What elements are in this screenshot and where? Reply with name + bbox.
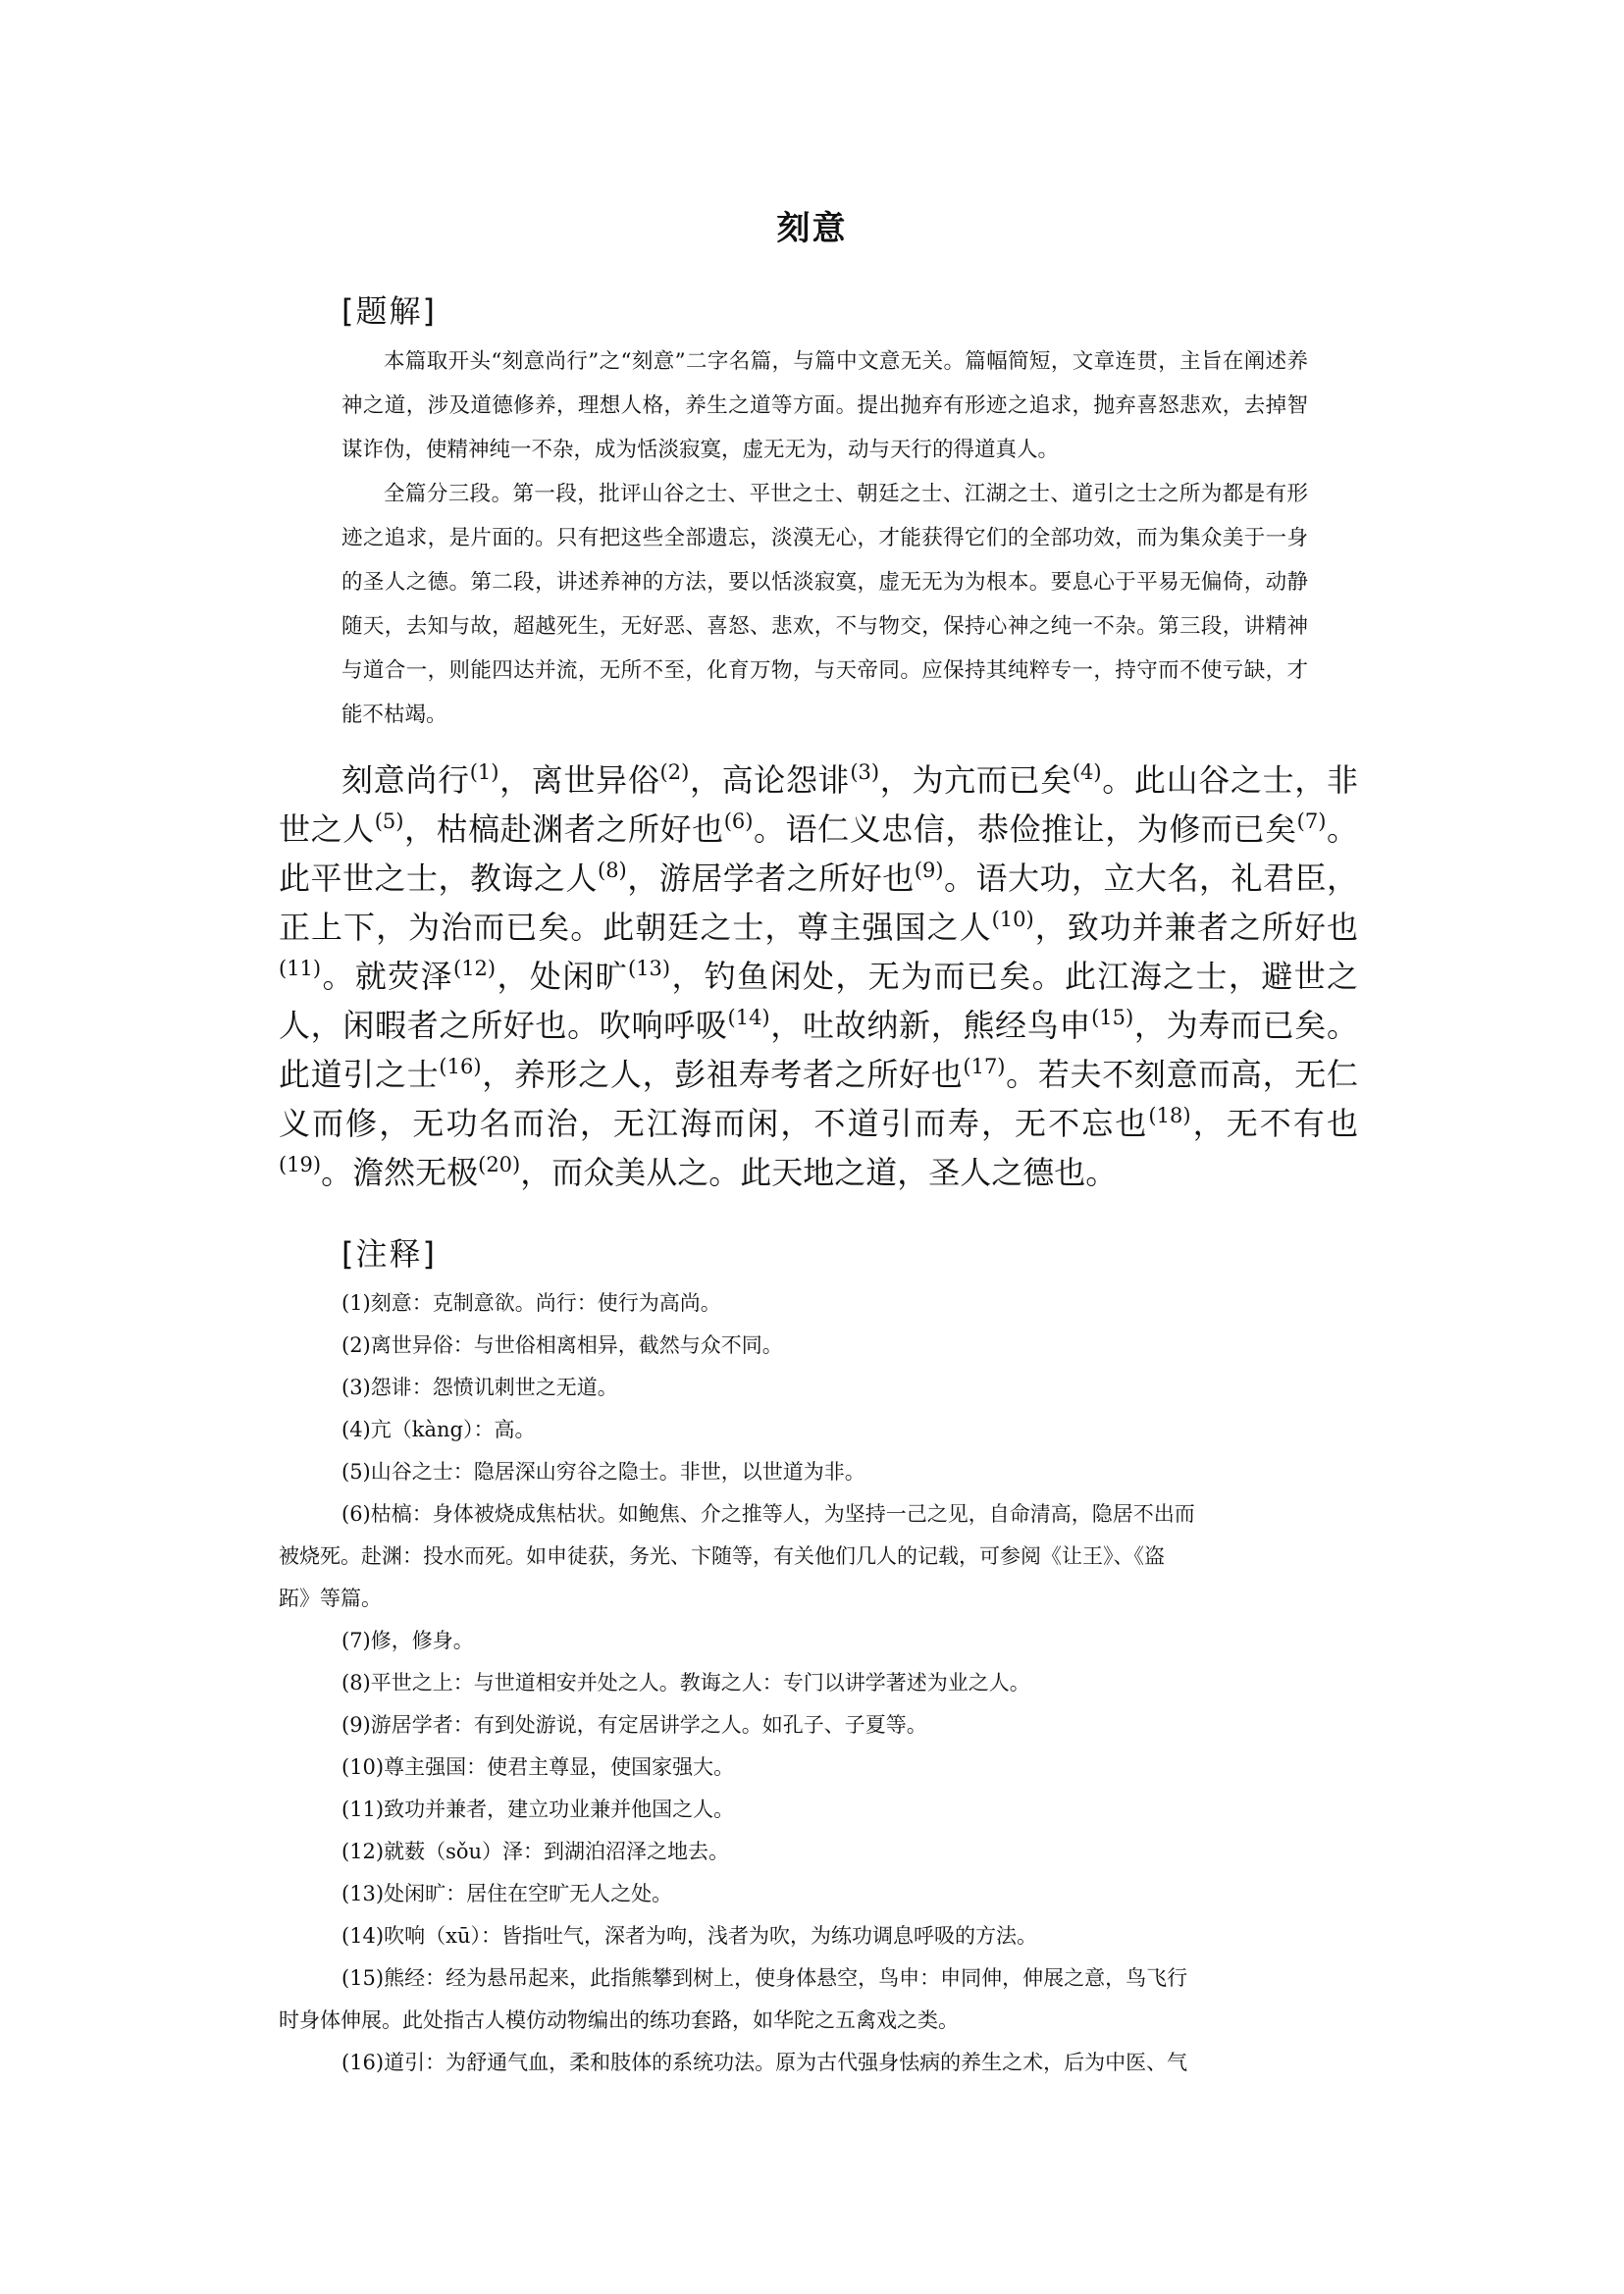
main-text-segment: 。语大功，立大名，礼君臣，正上下，为治而已矣。此朝廷之士，尊主强国之人 <box>279 860 1358 946</box>
main-text-segment: ，而众美从之。此天地之道，圣人之德也。 <box>520 1154 1118 1191</box>
note-marker: (13) <box>628 957 671 981</box>
note-item: (6)枯槁：身体被烧成焦枯状。如鲍焦、介之推等人，为坚持一己之见，自命清高，隐居不出而 <box>341 1502 1195 1526</box>
note-item: (4)亢（kàng）：高。 <box>341 1418 536 1441</box>
note-item: (16)道引：为舒通气血，柔和肢体的系统功法。原为古代强身怯病的养生之术，后为中医、气 <box>341 2051 1188 2074</box>
note-marker: (16) <box>439 1055 482 1079</box>
note-item: (8)平世之上：与世道相安并处之人。教诲之人：专门以讲学著述为业之人。 <box>341 1671 1030 1694</box>
note-marker: (20) <box>478 1153 521 1177</box>
intro-text <box>341 339 1308 737</box>
main-text-segment: ，高论怨诽 <box>689 761 851 799</box>
note-marker: (19) <box>279 1153 322 1177</box>
main-text-segment: 。若夫不刻意而高，无仁义而修，无功名而治，无江海而闲，不道引而寿，无不忘也 <box>279 1056 1358 1142</box>
main-text-segment: ，无不有也 <box>1190 1105 1358 1142</box>
note-item: (12)就薮（sǒu）泽：到湖泊沼泽之地去。 <box>341 1840 730 1863</box>
main-text-segment: ，处闲旷 <box>496 958 628 995</box>
note-marker: (10) <box>991 908 1034 932</box>
section-heading-zhushi: [注释] <box>341 1235 437 1273</box>
main-text <box>279 756 1358 1197</box>
note-marker: (9) <box>914 859 944 883</box>
note-marker: (2) <box>659 760 690 785</box>
main-text-segment: 。此平世之士，教诲之人 <box>279 810 1358 897</box>
main-text-segment: 。语仁义忠信，恭俭推让，为修而已矣 <box>753 810 1297 848</box>
main-text-segment: 。此山谷之士，非世之人 <box>279 761 1358 848</box>
section-heading-tijie: [题解] <box>341 292 437 330</box>
main-text-segment: ，离世异俗 <box>498 761 660 799</box>
note-marker: (3) <box>850 760 880 785</box>
main-paragraph <box>279 756 1358 1197</box>
notes-list <box>279 1282 1362 2084</box>
main-text-segment: ，养形之人，彭祖寿考者之所好也 <box>481 1056 964 1093</box>
note-item: 时身体伸展。此处指古人模仿动物编出的练功套路，如华陀之五禽戏之类。 <box>279 2008 959 2032</box>
intro-paragraph: 全篇分三段。第一段，批评山谷之士、平世之士、朝廷之士、江湖之士、道引之士之所为都是有形迹之追求，是片面的。只有把这些全部遗忘，淡漠无心，才能获得它们的全部功效，而为集众美于一身的圣人之德。第二段，讲述养神的方法，要以恬淡寂寞，虚无无为为根本。要息心于平易无偏倚，动静随天，去知与故，超越死生，无好恶、喜怒、悲欢，不与物交，保持心神之纯一不杂。第三段，讲精神与道合一，则能四达并流，无所不至，化育万物，与天帝同。应保持其纯粹专一，持守而不使亏缺，才能不枯竭。 <box>341 482 1308 727</box>
note-marker: (12) <box>453 957 497 981</box>
main-text-segment: 。就荧泽 <box>321 958 453 995</box>
main-text-segment: ，吐故纳新，熊经鸟申 <box>769 1007 1092 1044</box>
note-item: 跖》等篇。 <box>279 1587 382 1610</box>
note-marker: (1) <box>469 760 499 785</box>
note-marker: (8) <box>598 859 627 883</box>
note-item: (13)处闲旷：居住在空旷无人之处。 <box>341 1882 673 1905</box>
main-text-segment: ，为寿而已矣。此道引之士 <box>279 1007 1358 1093</box>
note-item: (14)吹响（xū）：皆指吐气，深者为呴，浅者为吹，为练功调息呼吸的方法。 <box>341 1924 1037 1948</box>
main-text-segment: ，枯槁赴渊者之所好也 <box>403 810 724 848</box>
intro-paragraph: 本篇取开头“刻意尚行”之“刻意”二字名篇，与篇中文意无关。篇幅简短，文章连贯，主旨在阐述养神之道，涉及道德修养，理想人格，养生之道等方面。提出抛弃有形迹之追求，抛弃喜怒悲欢，去掉智谋诈伪，使精神纯一不杂，成为恬淡寂寞，虚无无为，动与天行的得道真人。 <box>341 349 1308 462</box>
main-text-segment: 刻意尚行 <box>341 761 470 799</box>
main-text-segment: ，游居学者之所好也 <box>626 860 915 897</box>
main-text-segment: ，钓鱼闲处，无为而已矣。此江海之士，避世之人，闲暇者之所好也。吹响呼吸 <box>279 958 1358 1044</box>
main-text-segment: ，为亢而已矣 <box>879 761 1073 799</box>
note-item: (2)离世异俗：与世俗相离相异，截然与众不同。 <box>341 1333 783 1357</box>
note-item: (10)尊主强国：使君主尊显，使国家强大。 <box>341 1755 735 1779</box>
note-marker: (5) <box>374 809 404 834</box>
note-marker: (7) <box>1296 809 1327 834</box>
note-item: (15)熊经：经为悬吊起来，此指熊攀到树上，使身体悬空，鸟申：申同伸，伸展之意，鸟飞行 <box>341 1966 1188 1990</box>
note-marker: (17) <box>963 1055 1006 1079</box>
note-item: (3)怨诽：怨愤讥刺世之无道。 <box>341 1376 618 1399</box>
note-marker: (6) <box>723 809 754 834</box>
note-item: (7)修，修身。 <box>341 1629 474 1652</box>
note-item: (9)游居学者：有到处游说，有定居讲学之人。如孔子、子夏等。 <box>341 1713 927 1737</box>
note-marker: (14) <box>727 1006 770 1030</box>
note-item: (1)刻意：克制意欲。尚行：使行为高尚。 <box>341 1291 721 1315</box>
note-marker: (18) <box>1148 1104 1191 1128</box>
note-marker: (11) <box>279 957 322 981</box>
note-marker: (4) <box>1072 760 1102 785</box>
note-item: 被烧死。赴渊：投水而死。如申徒获，务光、卞随等，有关他们几人的记载，可参阅《让王》、《盗 <box>279 1544 1165 1568</box>
main-text-segment: 。澹然无极 <box>321 1154 479 1191</box>
page-title: 刻意 <box>776 209 848 248</box>
note-marker: (15) <box>1091 1006 1134 1030</box>
note-item: (5)山谷之士：隐居深山穷谷之隐士。非世，以世道为非。 <box>341 1460 865 1484</box>
main-text-segment: ，致功并兼者之所好也 <box>1033 909 1358 946</box>
note-item: (11)致功并兼者，建立功业兼并他国之人。 <box>341 1798 735 1821</box>
